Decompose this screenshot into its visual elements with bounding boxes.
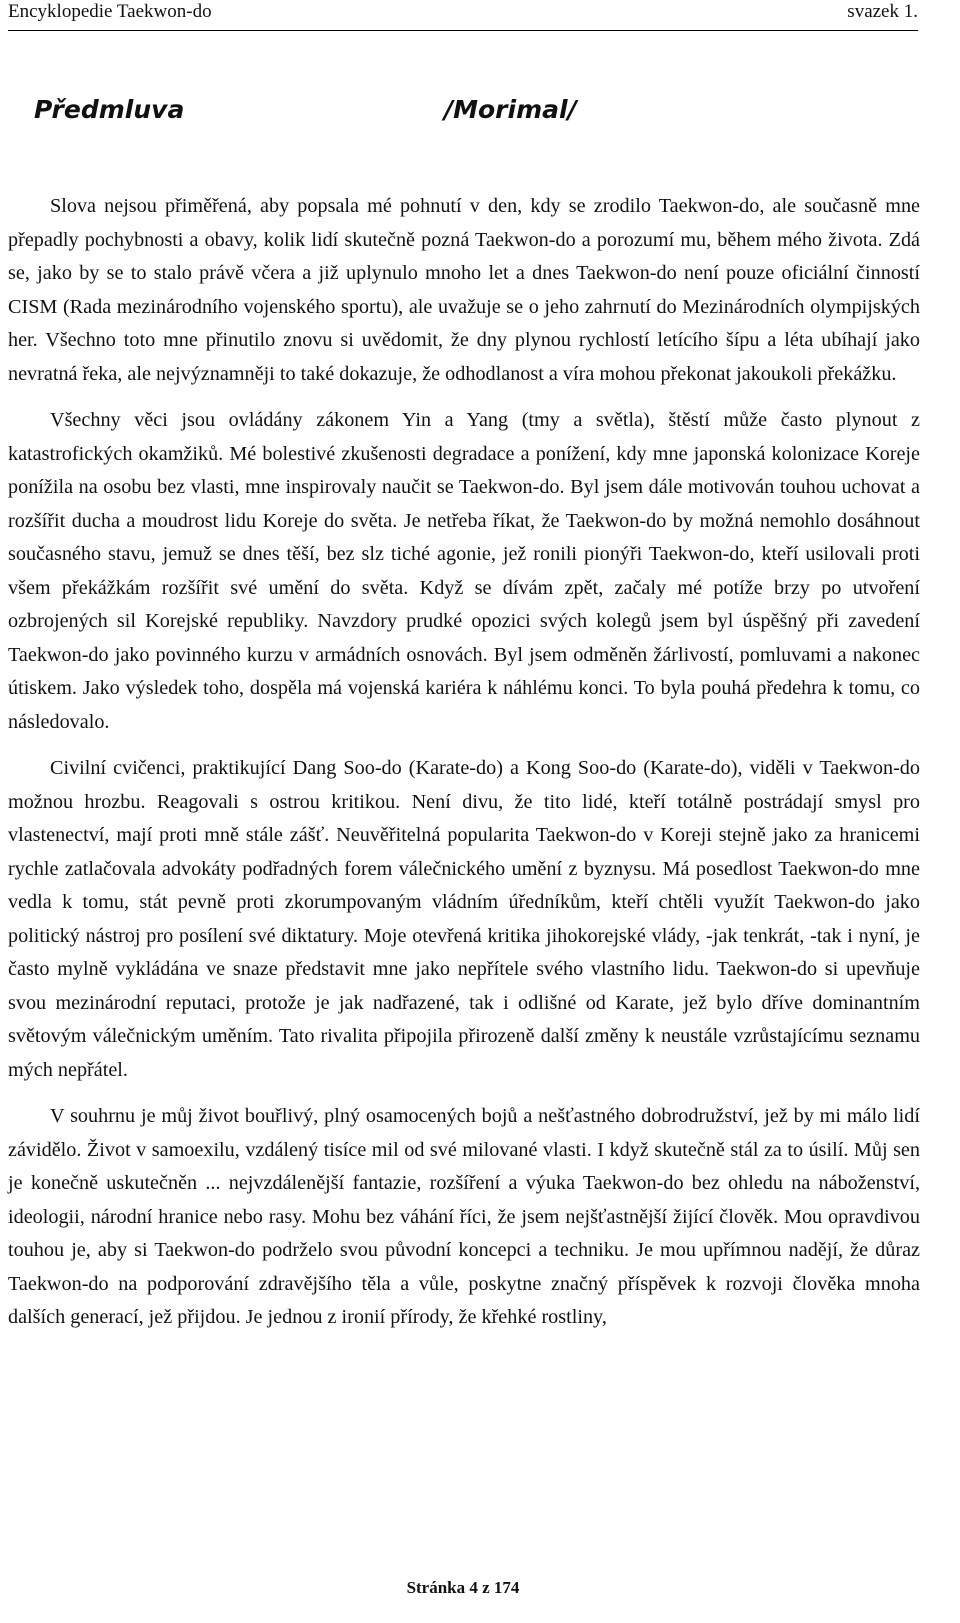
paragraph: Všechny věci jsou ovládány zákonem Yin a Yang (tmy a světla), štěstí může často plynout z katastrofických okamžiků. Mé bolestivé zkušenosti degradace a ponížení, kdy mne japonská kolonizace Koreje ponížila na osobu bez vlasti, mne inspirovaly naučit se Taekwon-do. Byl jsem dále motivován touhou uchovat a rozšířit ducha a moudrost lidu Koreje do světa. Je netřeba říkat, že Taekwon-do by možná nemohlo dosáhnout současného stavu, jemuž se dnes těší, bez slz tiché agonie, jež ronili pionýři Taekwon-do, kteří usilovali proti všem překážkám rozšířit své umění do světa. Když se dívám zpět, začaly mé potíže brzy po utvoření ozbrojených sil Korejské republiky. Navzdory prudké opozici svých kolegů jsem byl úspěšný při zavedení Taekwon-do jako povinného kurzu v armádních osnovách. Byl jsem odměněn žárlivostí, pomluvami a nakonec útiskem. Jako výsledek toho, dospěla má vojenská kariéra k náhlému konci. To byla pouhá předehra k tomu, co následovalo. bbox=[8, 409, 920, 733]
body-text bbox=[8, 190, 920, 1348]
paragraph: Slova nejsou přiměřená, aby popsala mé pohnutí v den, kdy se zrodilo Taekwon-do, ale současně mne přepadly pochybnosti a obavy, kolik lidí skutečně pozná Taekwon-do a porozumí mu, během mého života. Zdá se, jako by se to stalo právě včera a již uplynulo mnoho let a dnes Taekwon-do není pouze oficiální činností CISM (Rada mezinárodního vojenského sportu), ale uvažuje se o jeho zahrnutí do Mezinárodních olympijských her. Všechno toto mne přinutilo znovu si uvědomit, že dny plynou rychlostí letícího šípu a léta ubíhají jako nevratná řeka, ale nejvýznamněji to také dokazuje, že odhodlanost a víra mohou překonat jakoukoli překážku. bbox=[8, 195, 920, 385]
chapter-title bbox=[34, 95, 914, 135]
chapter-title-text: Předmluva bbox=[34, 95, 185, 124]
page-number: Stránka 4 z 174 bbox=[406, 1578, 520, 1597]
paragraph: V souhrnu je můj život bouřlivý, plný osamocených bojů a nešťastného dobrodružství, jež by mi málo lidí závidělo. Život v samoexilu, vzdálený tisíce mil od své milované vlasti. I když skutečně stál za to úsilí. Můj sen je konečně uskutečněn ... nejvzdálenější fantazie, rozšíření a výuka Taekwon-do bez ohledu na náboženství, ideologii, národní hranice nebo rasy. Mohu bez váhání říci, že jsem nejšťastnější žijící člověk. Mou opravdivou touhou je, aby si Taekwon-do podrželo svou původní koncepci a techniku. Je mou upřímnou nadějí, že důraz Taekwon-do na podporování zdravějšího těla a vůle, poskytne značný příspěvek k rozvoji člověka mnoha dalších generací, jež přijdou. Je jednou z ironií přírody, že křehké rostliny, bbox=[8, 1105, 920, 1328]
running-header bbox=[8, 0, 918, 31]
chapter-author: /Morimal/ bbox=[444, 95, 577, 124]
paragraph: Civilní cvičenci, praktikující Dang Soo-do (Karate-do) a Kong Soo-do (Karate-do), viděli v Taekwon-do možnou hrozbu. Reagovali s ostrou kritikou. Není divu, že tito lidé, kteří totálně postrádají smysl pro vlastenectví, mají proti mně stále zášť. Neuvěřitelná popularita Taekwon-do v Koreji stejně jako za hranicemi rychle zatlačovala advokáty podřadných forem válečnického umění z byznysu. Má posedlost Taekwon-do mne vedla k tomu, stát pevně proti zkorumpovaným vládním úředníkům, kteří chtěli využít Taekwon-do jako politický nástroj pro posílení své diktatury. Moje otevřená kritika jihokorejské vlády, -jak tenkrát, -tak i nyní, je často mylně vykládána ve snaze představit mne jako nepřítele svého vlastního lidu. Taekwon-do si upevňuje svou mezinárodní reputaci, protože je jak nadřazené, tak i odlišné od Karate, jež bylo dříve dominantním světovým válečnickým uměním. Tato rivalita připojila přirozeně další změny k neustále vzrůstajícímu seznamu mých nepřátel. bbox=[8, 757, 920, 1081]
header-book-title: Encyklopedie Taekwon-do bbox=[8, 1, 212, 22]
header-volume: svazek 1. bbox=[847, 1, 918, 22]
